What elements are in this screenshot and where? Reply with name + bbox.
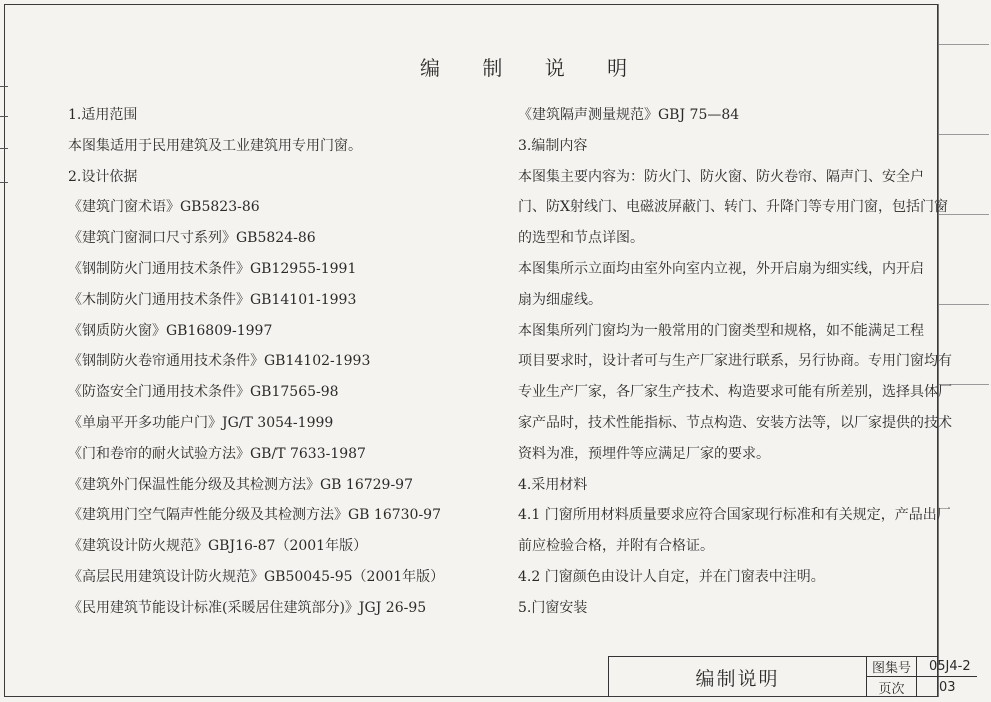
- text-line: 《钢质防火窗》GB16809-1997: [68, 322, 273, 339]
- binding-strip: [938, 4, 988, 697]
- binding-mark: [0, 86, 8, 87]
- text-line: 《单扇平开多功能户门》JG/T 3054-1999: [68, 415, 334, 431]
- text-line: 5.门窗安装: [518, 599, 588, 616]
- page-number-value: 03: [939, 679, 956, 695]
- text-line: 本图集主要内容为：防火门、防火窗、防火卷帘、隔声门、安全户: [518, 168, 924, 185]
- text-line: 《建筑门窗术语》GB5823-86: [68, 199, 260, 216]
- text-line: 《门和卷帘的耐火试验方法》GB/T 7633-1987: [68, 445, 366, 462]
- text-line: 门、防X射线门、电磁波屏蔽门、转门、升降门等专用门窗，包括门窗: [518, 199, 948, 216]
- text-line: 本图集适用于民用建筑及工业建筑用专用门窗。: [68, 137, 362, 154]
- text-line: 专业生产厂家，各厂家生产技术、构造要求可能有所差别，选择具体厂: [518, 384, 952, 401]
- atlas-number-label: 图集号: [867, 657, 917, 677]
- text-line: 1.适用范围: [68, 107, 138, 123]
- text-line: 《建筑用门空气隔声性能分级及其检测方法》GB 16730-97: [68, 507, 442, 524]
- page-number-label: 页次: [867, 677, 917, 697]
- text-line: 《钢制防火卷帘通用技术条件》GB14102-1993: [68, 353, 371, 370]
- text-line: 4.1 门窗所用材料质量要求应符合国家现行标准和有关规定，产品出厂: [518, 507, 951, 524]
- atlas-number-value: 05J4-2: [917, 657, 977, 677]
- text-line: 《钢制防火门通用技术条件》GB12955-1991: [68, 261, 357, 277]
- text-line: 家产品时，技术性能指标、节点构造、安装方法等，以厂家提供的技术: [518, 415, 952, 431]
- binding-mark: [0, 182, 8, 183]
- text-line: 《民用建筑节能设计标准(采暖居住建筑部分)》JGJ 26-95: [68, 599, 427, 616]
- page-title: 编 制 说 明: [420, 56, 646, 80]
- text-line: 《建筑设计防火规范》GBJ16-87（2001年版）: [68, 538, 368, 555]
- text-line: 《木制防火门通用技术条件》GB14101-1993: [68, 291, 357, 308]
- text-line: 《高层民用建筑设计防火规范》GB50045-95（2001年版）: [68, 569, 445, 585]
- text-line: 前应检验合格，并附有合格证。: [518, 538, 714, 555]
- text-line: 《建筑外门保温性能分级及其检测方法》GB 16729-97: [68, 476, 414, 493]
- binding-mark: [0, 116, 8, 117]
- text-line: 2.设计依据: [68, 168, 138, 185]
- text-line: 资料为准，预埋件等应满足厂家的要求。: [518, 445, 770, 462]
- text-line: 4.2 门窗颜色由设计人自定，并在门窗表中注明。: [518, 569, 825, 585]
- title-block: [608, 656, 971, 697]
- text-line: 《建筑隔声测量规范》GBJ 75—84: [518, 107, 740, 123]
- text-line: 的选型和节点详图。: [518, 230, 644, 247]
- text-line: 本图集所示立面均由室外向室内立视，外开启扇为细实线，内开启: [518, 261, 924, 277]
- page-frame: [4, 4, 938, 697]
- text-line: 本图集所列门窗均为一般常用的门窗类型和规格，如不能满足工程: [518, 322, 924, 339]
- text-line: 《防盗安全门通用技术条件》GB17565-98: [68, 384, 339, 401]
- text-line: 项目要求时，设计者可与生产厂家进行联系，另行协商。专用门窗均有: [518, 353, 952, 370]
- text-line: 《建筑门窗洞口尺寸系列》GB5824-86: [68, 230, 316, 247]
- title-block-name: 编制说明: [609, 657, 867, 697]
- text-line: 扇为细虚线。: [518, 291, 602, 308]
- binding-mark: [0, 148, 8, 149]
- text-line: 3.编制内容: [518, 137, 588, 154]
- text-line: 4.采用材料: [518, 476, 588, 493]
